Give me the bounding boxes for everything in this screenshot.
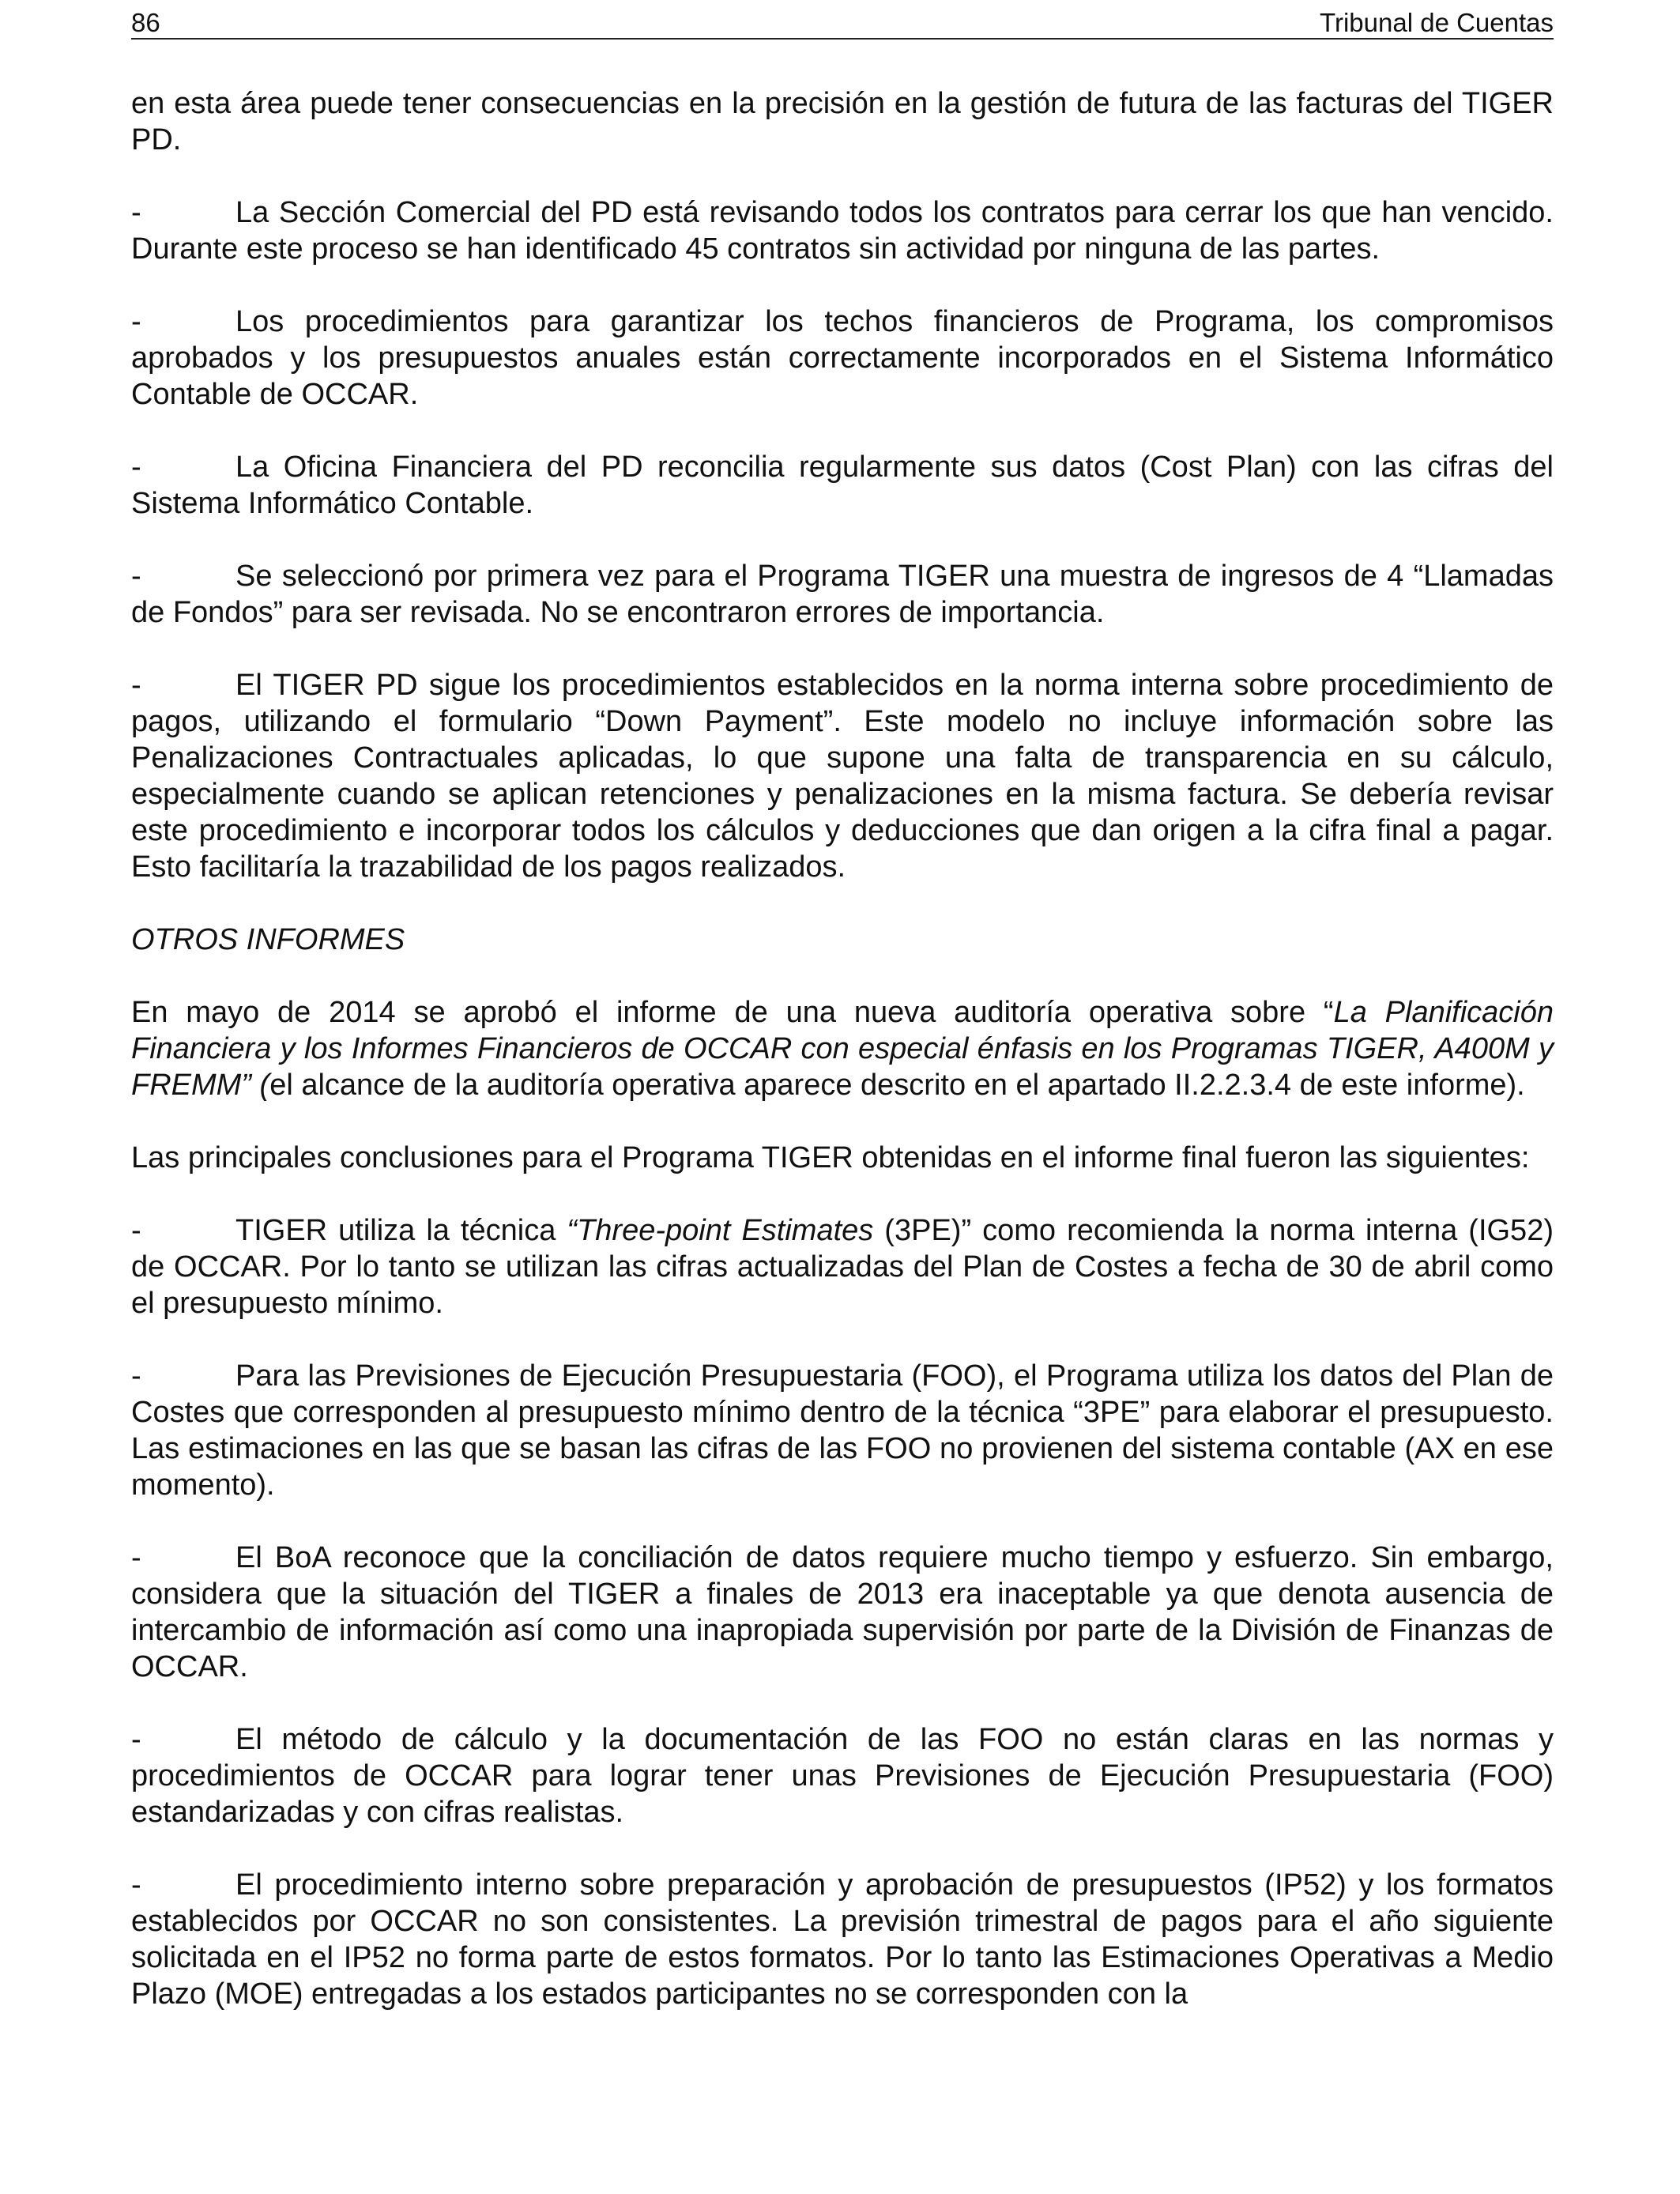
bullet-text: La Sección Comercial del PD está revisando todos los contratos para cerrar los que han vencido. Durante este proceso se han identificado 45 contratos sin actividad por ninguna de las partes. — [131, 196, 1554, 266]
bullet-paragraph — [131, 1721, 1554, 1830]
bullet-text: Se seleccionó por primera vez para el Programa TIGER una muestra de ingresos de 4 “Llamadas de Fondos” para ser revisada. No se encontraron errores de importancia. — [131, 560, 1554, 629]
bullet-paragraph — [131, 194, 1554, 267]
bullet-dash: - — [131, 450, 141, 484]
paragraph-text: el alcance de la auditoría operativa aparece descrito en el apartado II.2.2.3.4 de este informe). — [269, 1069, 1525, 1102]
page-body — [131, 85, 1554, 2049]
section-heading: OTROS INFORMES — [131, 923, 405, 956]
bullet-text: El procedimiento interno sobre preparación y aprobación de presupuestos (IP52) y los formatos establecidos por OCCAR no son consistentes. La previsión trimestral de pagos para el año siguiente solicitada en el IP52 no forma parte de estos formatos. Por lo tanto las Estimaciones Operativas a Medio Plazo (MOE) entregadas a los estados participantes no se corresponden con la — [131, 1868, 1554, 2011]
bullet-paragraph — [131, 1540, 1554, 1685]
bullet-dash: - — [131, 669, 141, 702]
bullet-paragraph — [131, 1867, 1554, 2012]
page-number: 86 — [131, 8, 160, 37]
bullet-paragraph — [131, 449, 1554, 522]
page-header — [131, 8, 1554, 40]
bullet-paragraph — [131, 1212, 1554, 1321]
bullet-text: El BoA reconoce que la conciliación de datos requiere mucho tiempo y esfuerzo. Sin embargo, considera que la situación del TIGER a finales de 2013 era inaceptable ya que denota ausencia de intercambio de información así como una inapropiada supervisión por parte de la División de Finanzas de OCCAR. — [131, 1541, 1554, 1683]
report-title-italic: La Planificación Financiera y los Informes Financieros de OCCAR con especial énfasis en los Programas TIGER, A400M y FREMM” ( — [131, 996, 1554, 1102]
paragraph-text: En mayo de 2014 se aprobó el informe de una nueva auditoría operativa sobre “ — [131, 996, 1334, 1029]
bullet-text: El método de cálculo y la documentación de las FOO no están claras en las normas y procedimientos de OCCAR para lograr tener unas Previsiones de Ejecución Presupuestaria (FOO) estandarizadas y con cifras realistas. — [131, 1723, 1554, 1829]
bullet-dash: - — [131, 1214, 141, 1247]
bullet-dash: - — [131, 1723, 141, 1756]
bullet-dash: - — [131, 1359, 141, 1393]
bullet-paragraph — [131, 558, 1554, 631]
paragraph: en esta área puede tener consecuencias en la precisión en la gestión de futura de las facturas del TIGER PD. — [131, 87, 1554, 156]
bullet-dash: - — [131, 305, 141, 338]
bullet-text: Para las Previsiones de Ejecución Presupuestaria (FOO), el Programa utiliza los datos del Plan de Costes que corresponden al presupuesto mínimo dentro de la técnica “3PE” para elaborar el presupuesto. Las estimaciones en las que se basan las cifras de las FOO no provienen del sistema contable (AX en ese momento). — [131, 1359, 1554, 1502]
bullet-text: TIGER utiliza la técnica — [235, 1214, 567, 1247]
paragraph — [131, 994, 1554, 1103]
bullet-dash: - — [131, 196, 141, 229]
bullet-dash: - — [131, 1868, 141, 1902]
bullet-text: (3PE)” como recomienda la norma interna (IG52) de OCCAR. Por lo tanto se utilizan las cifras actualizadas del Plan de Costes a fecha de 30 de abril como el presupuesto mínimo. — [131, 1214, 1554, 1320]
bullet-paragraph — [131, 1358, 1554, 1503]
technique-name-italic: “Three-point Estimates — [567, 1214, 874, 1247]
bullet-text: El TIGER PD sigue los procedimientos establecidos en la norma interna sobre procedimiento de pagos, utilizando el formulario “Down Payment”. Este modelo no incluye información sobre las Penalizaciones Contractuales aplicadas, lo que supone una falta de transparencia en su cálculo, especialmente cuando se aplican retenciones y penalizaciones en la misma factura. Se debería revisar este procedimiento e incorporar todos los cálculos y deducciones que dan origen a la cifra final a pagar. Esto facilitaría la trazabilidad de los pagos realizados. — [131, 669, 1554, 884]
bullet-dash: - — [131, 560, 141, 593]
bullet-text: Los procedimientos para garantizar los techos financieros de Programa, los compromisos aprobados y los presupuestos anuales están correctamente incorporados en el Sistema Informático Contable de OCCAR. — [131, 305, 1554, 411]
bullet-paragraph — [131, 667, 1554, 885]
bullet-dash: - — [131, 1541, 141, 1574]
bullet-text: La Oficina Financiera del PD reconcilia regularmente sus datos (Cost Plan) con las cifras del Sistema Informático Contable. — [131, 450, 1554, 520]
bullet-paragraph — [131, 303, 1554, 413]
running-title: Tribunal de Cuentas — [1320, 8, 1554, 37]
paragraph: Las principales conclusiones para el Programa TIGER obtenidas en el informe final fueron las siguientes: — [131, 1141, 1530, 1174]
